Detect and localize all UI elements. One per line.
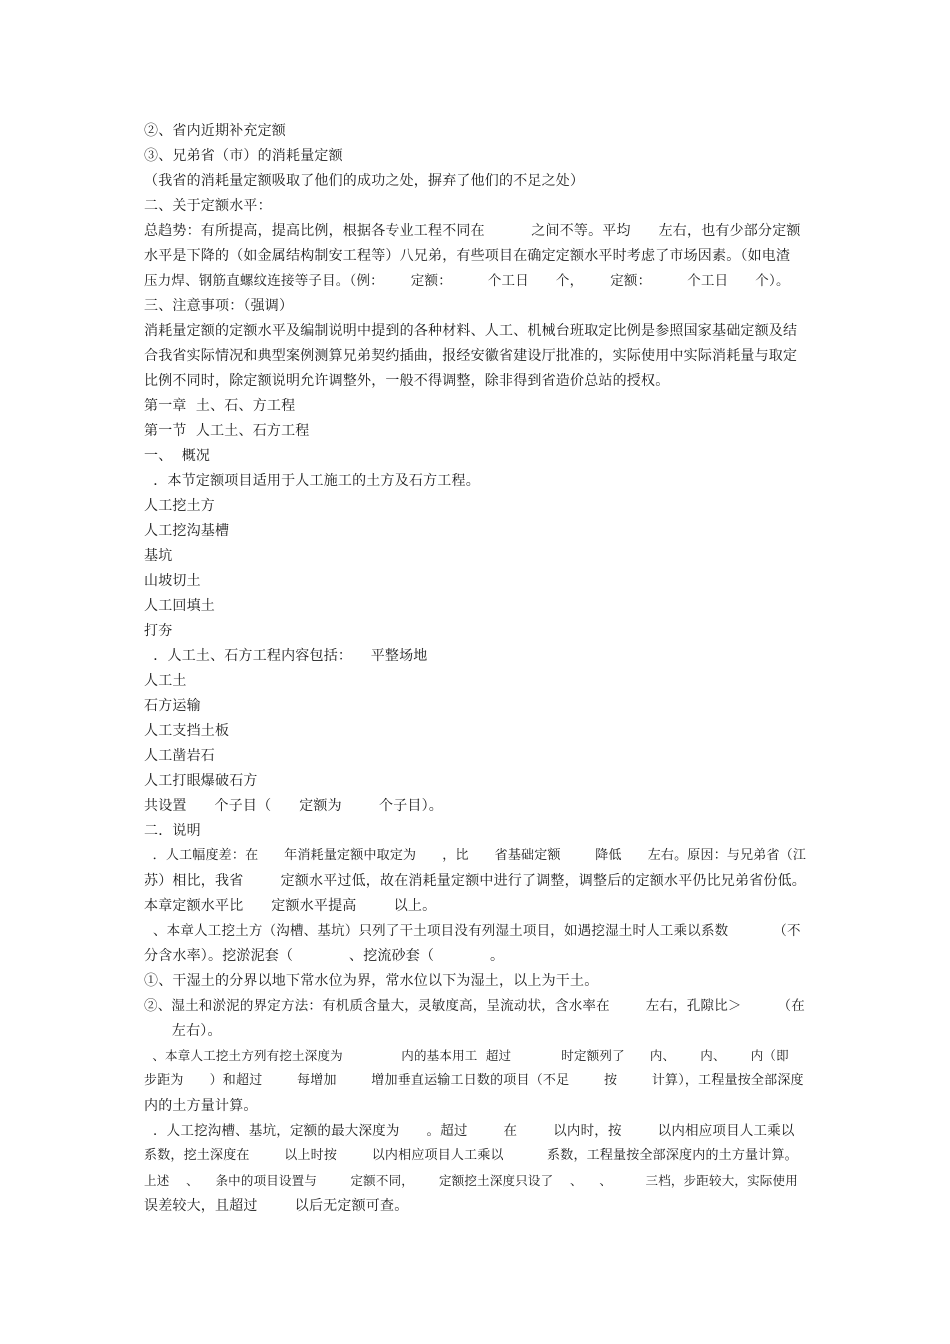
list-item: 基坑: [144, 548, 173, 564]
text-line: ．人工挖沟槽、基坑，定额的最大深度为 。超过 在 以内时，按 以内相应项目人工乘以: [144, 1123, 795, 1139]
text-line: 总趋势：有所提高，提高比例，根据各专业工程不同在 之间不等。平均 左右，也有少部分定额: [144, 223, 801, 239]
section-heading: 一、 概况: [144, 448, 211, 464]
text-line: 分含水率）。挖淤泥套（ 、挖流砂套（ 。: [144, 948, 505, 964]
list-item: 山坡切土: [144, 573, 201, 589]
text-line: 左右）。: [144, 1023, 222, 1039]
text-line: 、本章人工挖土方（沟槽、基坑）只列了干土项目没有列湿土项目，如遇挖湿土时人工乘以系数 （不: [144, 923, 801, 939]
text-line: 共设置 个子目（ 定额为 个子目）。: [144, 798, 444, 814]
section-heading: 二、关于定额水平：: [144, 198, 272, 214]
list-item: 人工凿岩石: [144, 748, 215, 764]
text-line: 内的土方量计算。: [144, 1098, 258, 1114]
text-line: 、本章人工挖土方列有挖土深度为 内的基本用工 超过 时定额列了 内、 内、 内（即: [144, 1048, 789, 1063]
text-line: ．人工幅度差：在 年消耗量定额中取定为 ，比 省基础定额 降低 左右。原因：与兄弟省（江: [144, 848, 807, 863]
list-item: 人工支挡土板: [144, 723, 230, 739]
section-heading: 二．说明: [144, 823, 201, 839]
list-item: 人工打眼爆破石方: [144, 773, 258, 789]
text-line: 压力焊、钢筋直螺纹连接等子目。（例： 定额： 个工日 个， 定额： 个工日 个）。: [144, 273, 790, 289]
text-line: 步距为 ）和超过 每增加 增加垂直运输工日数的项目（不足 按 计算），工程量按全部深度: [144, 1073, 804, 1088]
list-item: 人工土: [144, 673, 187, 689]
text-line: 合我省实际情况和典型案例测算兄弟契约插曲，报经安徽省建设厅批准的，实际使用中实际消耗量与取定: [144, 348, 798, 364]
list-item: 人工回填土: [144, 598, 215, 614]
text-line: ②、省内近期补充定额: [144, 123, 286, 139]
text-line: ③、兄弟省（市）的消耗量定额: [144, 148, 343, 164]
text-line: 水平是下降的（如金属结构制安工程等）八兄弟，有些项目在确定定额水平时考虑了市场因素。（如电渣: [144, 248, 791, 264]
chapter-heading: 第一章 土、石、方工程: [144, 398, 296, 414]
text-line: 系数，挖土深度在 以上时按 以内相应项目人工乘以 系数，工程量按全部深度内的土方量计算。: [144, 1148, 798, 1163]
list-item: 打夯: [144, 623, 173, 639]
text-line: ．人工土、石方工程内容包括： 平整场地: [144, 648, 428, 664]
text-line: 比例不同时，除定额说明允许调整外，一般不得调整，除非得到省造价总站的授权。: [144, 373, 670, 389]
text-line: ．本节定额项目适用于人工施工的土方及石方工程。: [144, 473, 480, 489]
section-heading: 第一节 人工土、石方工程: [144, 423, 310, 439]
text-line: 上述 、 条中的项目设置与 定额不同， 定额挖土深度只设了 、 、 三档，步距较大，实际使用: [144, 1173, 798, 1188]
text-line: 本章定额水平比 定额水平提高 以上。: [144, 898, 437, 914]
text-line: ①、干湿土的分界以地下常水位为界，常水位以下为湿土，以上为干土。: [144, 973, 599, 989]
list-item: 人工挖土方: [144, 498, 215, 514]
text-line: 苏）相比，我省 定额水平过低，故在消耗量定额中进行了调整，调整后的定额水平仍比兄弟省份低。: [144, 873, 806, 889]
list-item: 石方运输: [144, 698, 201, 714]
section-heading: 三、注意事项：（强调）: [144, 298, 294, 314]
text-line: ②、湿土和淤泥的界定方法：有机质含量大，灵敏度高，呈流动状，含水率在 左右，孔隙比＞ （在: [144, 998, 805, 1014]
text-line: （我省的消耗量定额吸取了他们的成功之处，摒弃了他们的不足之处）: [144, 173, 585, 189]
text-line: 消耗量定额的定额水平及编制说明中提到的各种材料、人工、机械台班取定比例是参照国家基础定额及结: [144, 323, 798, 339]
list-item: 人工挖沟基槽: [144, 523, 230, 539]
text-line: 误差较大，且超过 以后无定额可查。: [144, 1198, 409, 1214]
